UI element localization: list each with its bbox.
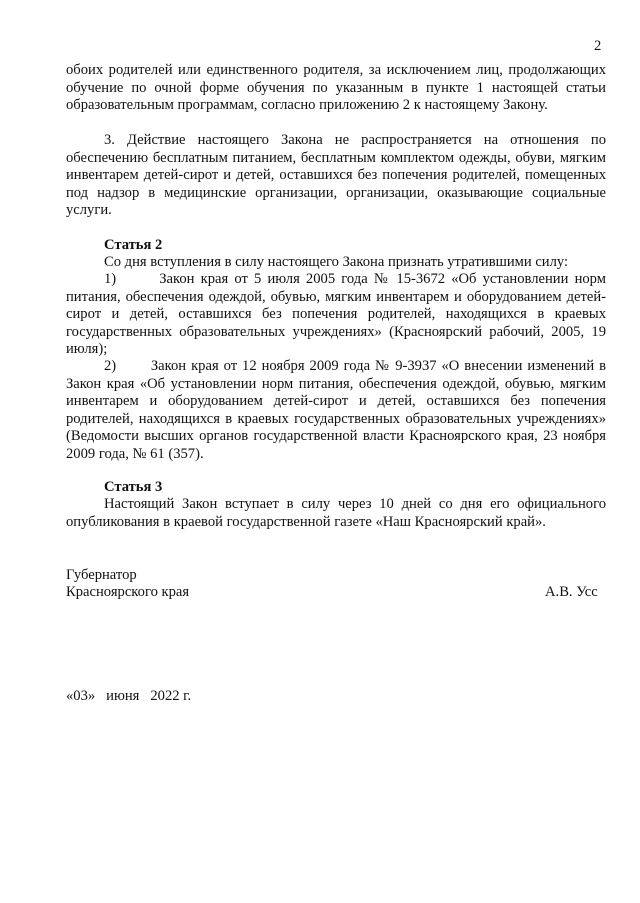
continuation-text: обоих родителей или единственного родителя, за исключением лиц, продолжающих обучение по очной форме обучения по указанным в пункте 1 настоящей статьи образовательным программам, согласно приложению 2 к настоящему Закону. <box>66 62 606 114</box>
article-2-intro <box>66 254 606 272</box>
document-date <box>66 688 191 706</box>
article-3-text: Настоящий Закон вступает в силу через 10 дней со дня его официального опубликования в краевой государственной газете «Наш Красноярский край». <box>66 496 606 530</box>
point-3-paragraph <box>66 132 606 220</box>
page-number: 2 <box>594 38 602 54</box>
article-2-intro-text: Со дня вступления в силу настоящего Закона признать утратившими силу: <box>104 254 569 270</box>
item-1-number: 1) <box>104 271 117 287</box>
continuation-paragraph <box>66 62 606 115</box>
item-1-text: Закон края от 5 июля 2005 года № 15-3672 «Об установлении норм питания, обеспечения одеждой, обувью, мягким инвентарем и оборудованием детей-сирот и детей, оставшихся без попечения родителей, находящихся в краевых государственных образовательных учреждениях» (Красноярский рабочий, 2005, 19 июля); <box>66 271 606 358</box>
article-3-paragraph <box>66 496 606 531</box>
article-2-heading: Статья 2 <box>104 237 163 253</box>
article-2-item-1 <box>66 271 606 359</box>
signature-name: А.В. Усс <box>545 584 598 600</box>
date-day: «03» <box>66 688 96 704</box>
date-year: 2022 г. <box>150 688 192 704</box>
item-2-text: Закон края от 12 ноября 2009 года № 9-3937 «О внесении изменений в Закон края «Об установлении норм питания, обеспечения одеждой, обувью, мягким инвентарем и оборудованием детей-сирот и детей, оставшихся без попечения родителей, находящихся в краевых государственных образовательных учреждениях» (Ведомости высших органов государственной власти Красноярского края, 23 ноября 2009 года, № 61 (357). <box>66 358 607 462</box>
signature-title-line-1: Губернатор <box>66 567 137 583</box>
date-month: июня <box>106 688 140 704</box>
signature-title-line-2: Красноярского края <box>66 584 190 600</box>
item-2-number: 2) <box>104 358 117 374</box>
point-3-text: 3. Действие настоящего Закона не распространяется на отношения по обеспечению бесплатным питанием, бесплатным комплектом одежды, обуви, мягким инвентарем детей-сирот и детей, оставшихся без попечения родителей, помещенных под надзор в медицинские организации, организации, оказывающие социальные услуги. <box>66 132 606 219</box>
article-3-heading: Статья 3 <box>104 479 163 495</box>
article-2-item-2 <box>66 358 606 464</box>
